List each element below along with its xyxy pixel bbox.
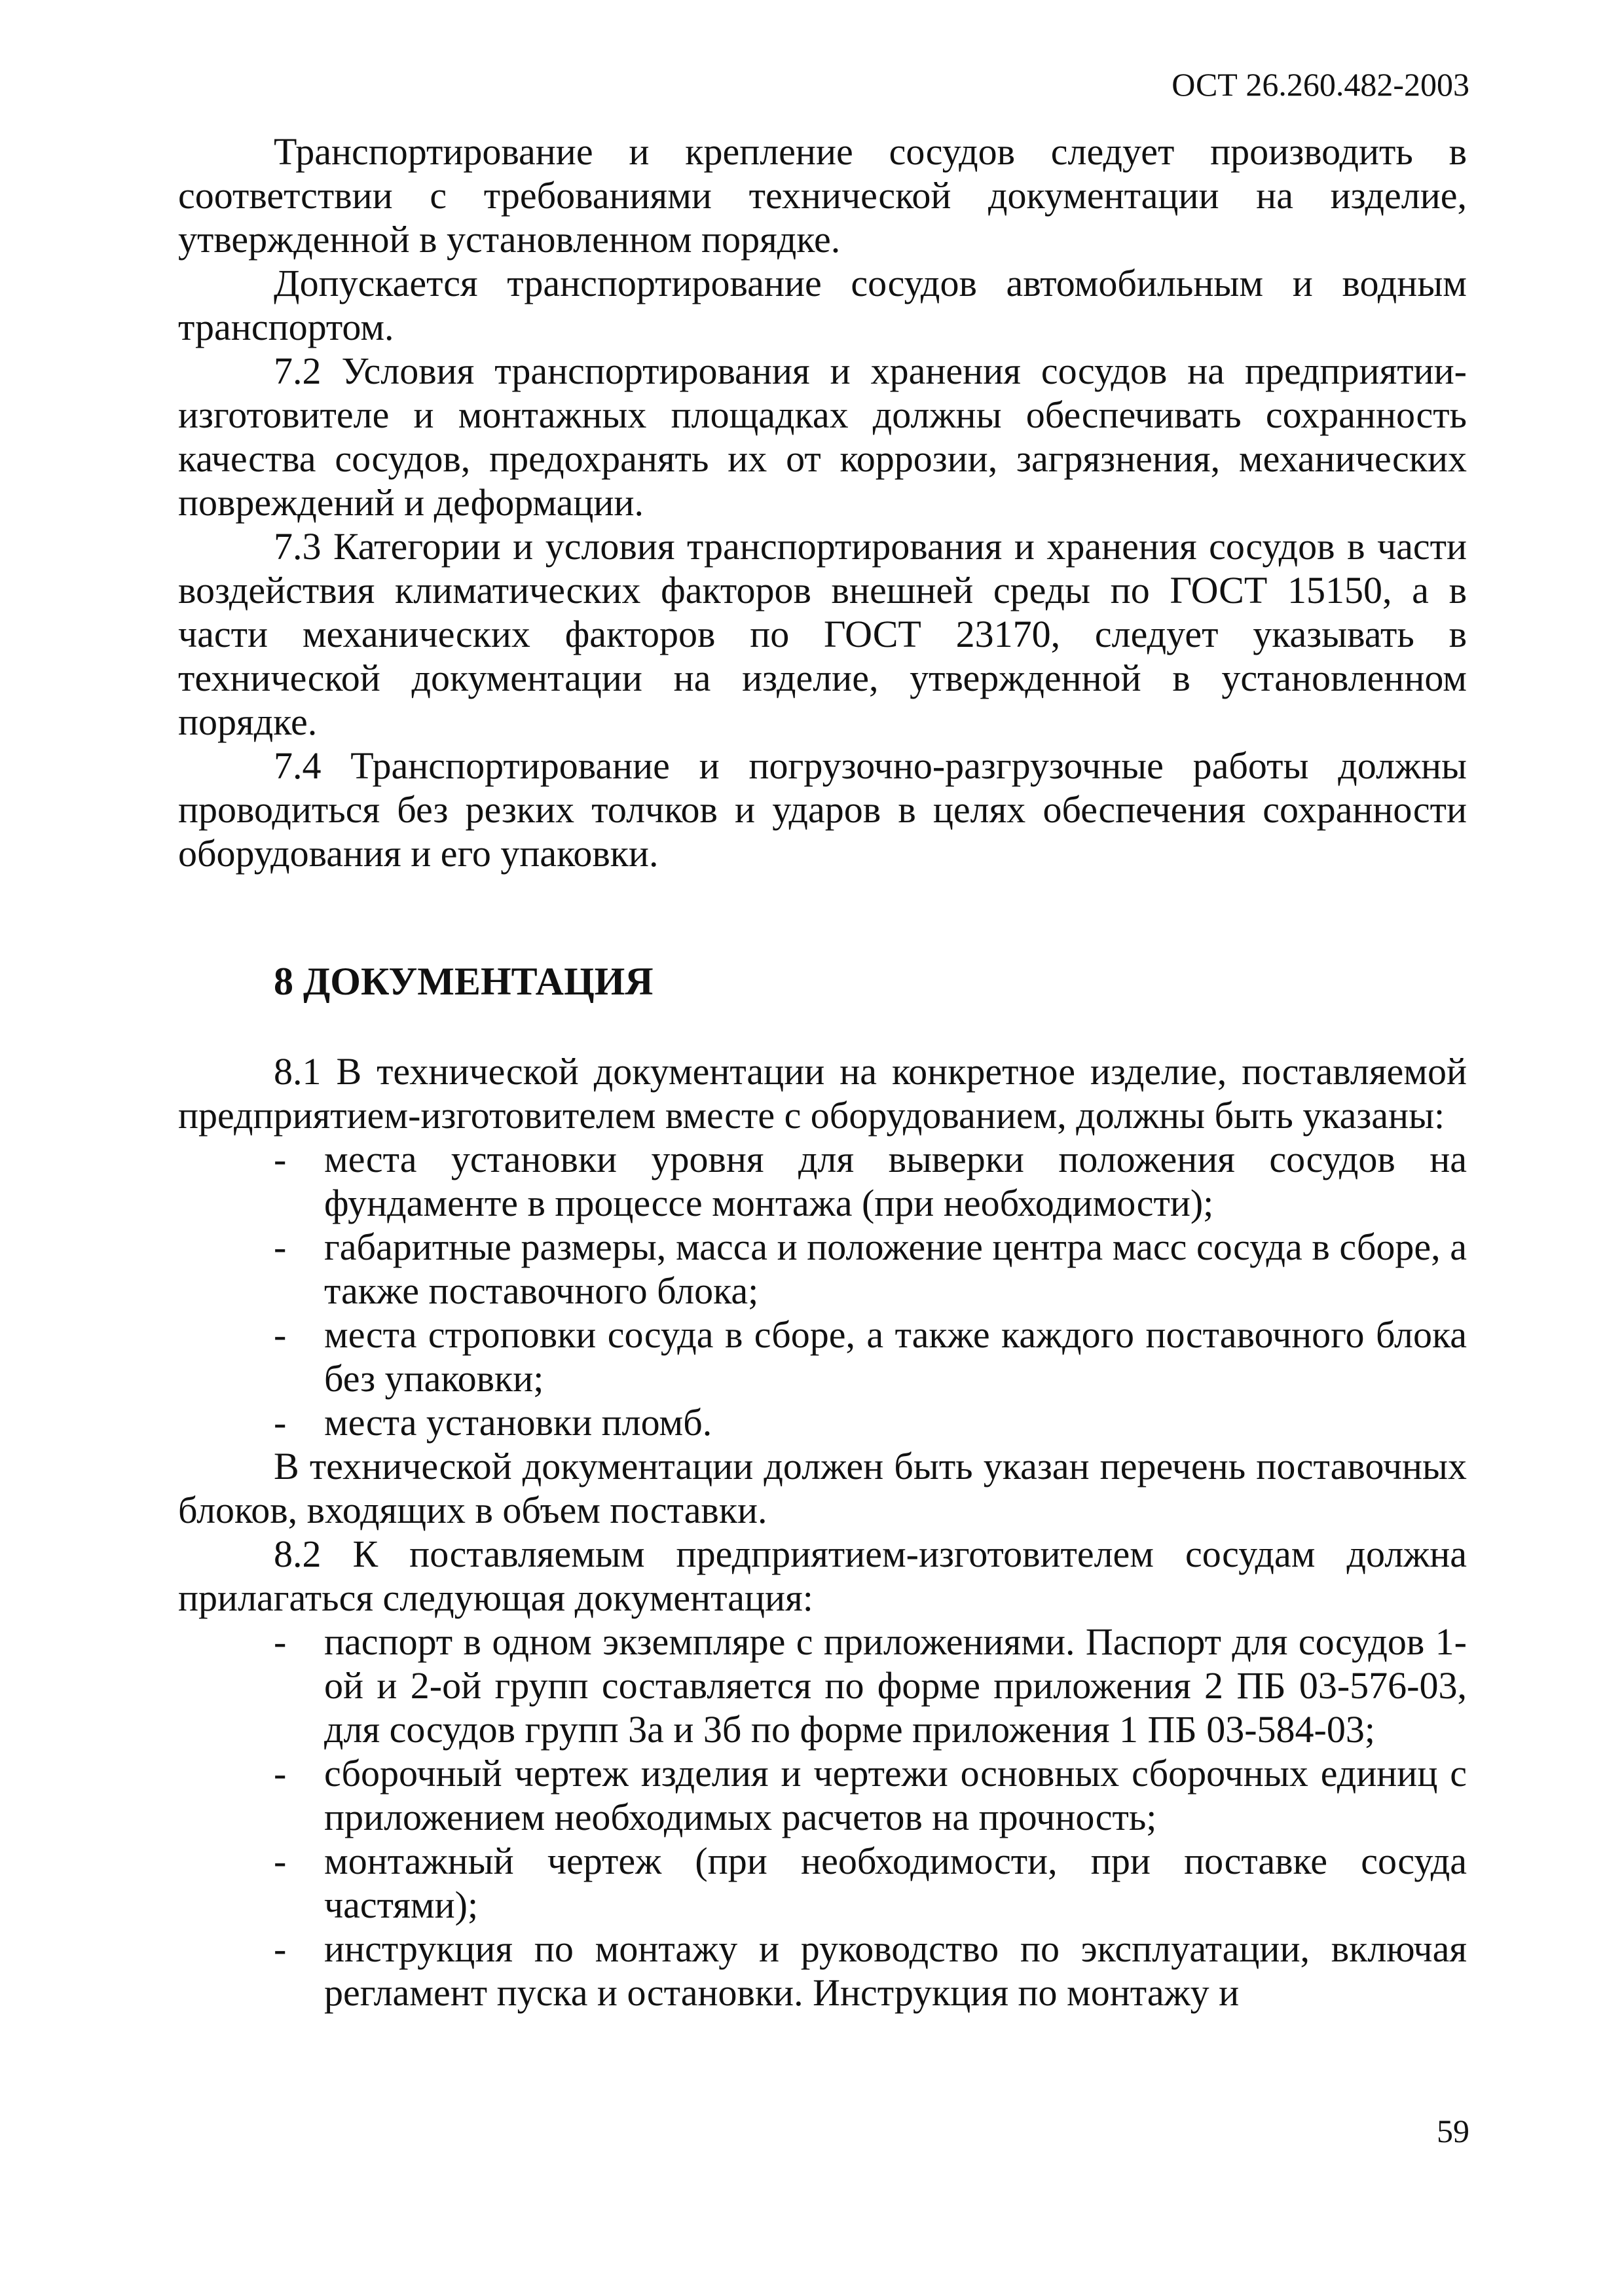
page-body	[178, 130, 1467, 2014]
section-title-documentation: 8 ДОКУМЕНТАЦИЯ	[274, 960, 654, 1003]
list-dash-marker: -	[274, 1226, 287, 1268]
list-item	[178, 1620, 1467, 1751]
list-item-text: монтажный чертеж (при необходимости, при поставке сосуда частями);	[324, 1840, 1467, 1926]
list-item-text: сборочный чертеж изделия и чертежи основных сборочных единиц с приложением необходимых расчетов на прочность;	[324, 1752, 1467, 1838]
document-code-header: ОСТ 26.260.482-2003	[1172, 66, 1469, 103]
list-item-text: инструкция по монтажу и руководство по эксплуатации, включая регламент пуска и остановки. Инструкция по монтажу и	[324, 1927, 1467, 2014]
list-item-text: габаритные размеры, масса и положение центра масс сосуда в сборе, а также поставочного блока;	[324, 1226, 1467, 1312]
paragraph-transport-fastening: Транспортирование и крепление сосудов следует производить в соответствии с требованиями технической документации на изделие, утвержденной в установленном порядке.	[178, 130, 1467, 261]
list-item	[178, 1927, 1467, 2014]
paragraph-8-1-after: В технической документации должен быть указан перечень поставочных блоков, входящих в объем поставки.	[178, 1445, 1467, 1531]
list-item	[178, 1137, 1467, 1225]
list-dash-marker: -	[274, 1313, 287, 1356]
list-item	[178, 1313, 1467, 1400]
list-item	[178, 1225, 1467, 1313]
list-item-text: паспорт в одном экземпляре с приложениями. Паспорт для сосудов 1-ой и 2-ой групп составляется по форме приложения 2 ПБ 03-576-03, для сосудов групп 3а и 3б по форме приложения 1 ПБ 03-584-03;	[324, 1620, 1467, 1751]
list-item-text: места строповки сосуда в сборе, а также каждого поставочного блока без упаковки;	[324, 1313, 1467, 1400]
list-dash-marker: -	[274, 1138, 287, 1180]
list-item	[178, 1400, 1467, 1444]
paragraph-transport-allowed: Допускается транспортирование сосудов автомобильным и водным транспортом.	[178, 262, 1467, 348]
paragraph-8-2: 8.2 К поставляемым предприятием-изготовителем сосудам должна прилагаться следующая документация:	[178, 1533, 1467, 1619]
paragraph-7-4: 7.4 Транспортирование и погрузочно-разгрузочные работы должны проводиться без резких толчков и ударов в целях обеспечения сохранности оборудования и его упаковки.	[178, 744, 1467, 875]
list-dash-marker: -	[274, 1752, 287, 1795]
list-item	[178, 1751, 1467, 1839]
list-dash-marker: -	[274, 1840, 287, 1882]
paragraph-8-1: 8.1 В технической документации на конкретное изделие, поставляемой предприятием-изготовителем вместе с оборудованием, должны быть указаны:	[178, 1050, 1467, 1137]
list-item-text: места установки пломб.	[324, 1401, 712, 1444]
list-dash-marker: -	[274, 1401, 287, 1444]
list-item	[178, 1839, 1467, 1927]
page-number: 59	[1437, 2113, 1469, 2149]
list-8-2	[178, 1620, 1467, 2014]
list-dash-marker: -	[274, 1927, 287, 1970]
paragraph-7-3: 7.3 Категории и условия транспортирования и хранения сосудов в части воздействия климатических факторов внешней среды по ГОСТ 15150, а в части механических факторов по ГОСТ 23170, следует указывать в технической документации на изделие, утвержденной в установленном порядке.	[178, 525, 1467, 743]
list-dash-marker: -	[274, 1620, 287, 1663]
list-item-text: места установки уровня для выверки положения сосудов на фундаменте в процессе монтажа (при необходимости);	[324, 1138, 1467, 1224]
paragraph-7-2: 7.2 Условия транспортирования и хранения сосудов на предприятии-изготовителе и монтажных площадках должны обеспечивать сохранность качества сосудов, предохранять их от коррозии, загрязнения, механических повреждений и деформации.	[178, 350, 1467, 524]
list-8-1	[178, 1137, 1467, 1444]
